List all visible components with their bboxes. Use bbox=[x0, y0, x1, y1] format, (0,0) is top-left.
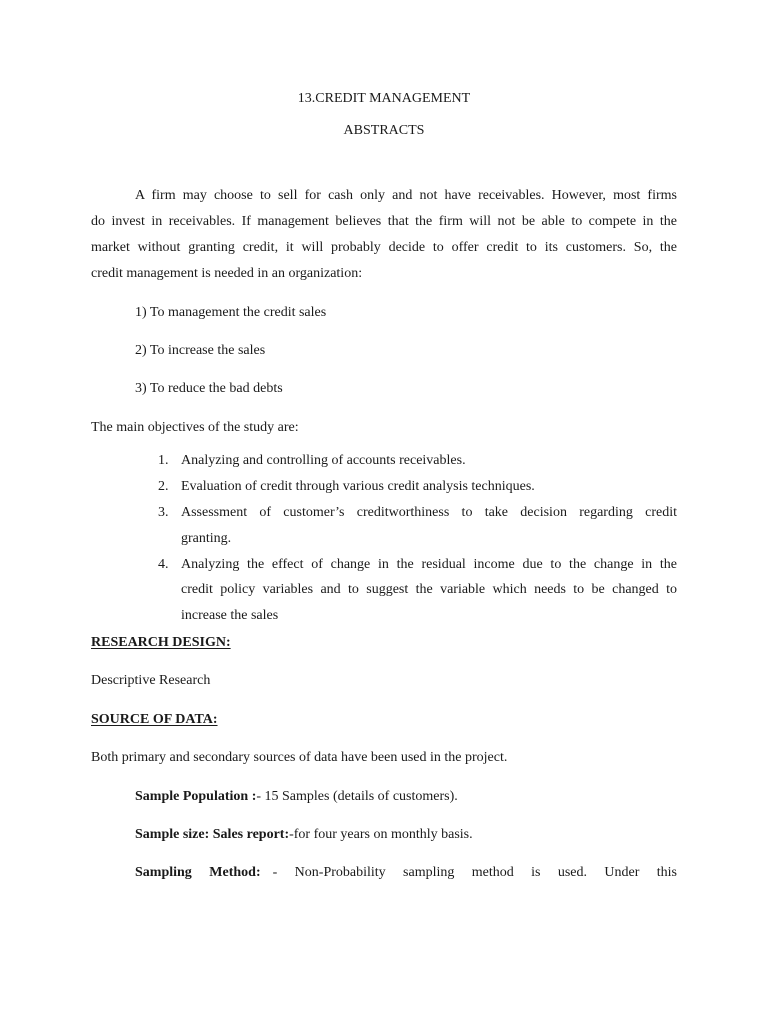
source-of-data-text: Both primary and secondary sources of data have been used in the project. bbox=[91, 750, 508, 765]
objective-number-4: 4. bbox=[158, 557, 169, 572]
objective-item-3-line-2: granting. bbox=[181, 531, 232, 546]
sample-population-label: Sample Population : bbox=[135, 789, 257, 804]
reason-item-3: 3) To reduce the bad debts bbox=[135, 381, 283, 396]
document-title: 13.CREDIT MANAGEMENT bbox=[297, 91, 471, 106]
sample-population-value: - 15 Samples (details of customers). bbox=[256, 789, 458, 804]
sample-size-label: Sample size: Sales report: bbox=[135, 827, 290, 842]
intro-line-2: do invest in receivables. If management believes that the firm will not be able to compete in the bbox=[91, 214, 677, 229]
objective-item-4-line-2: credit policy variables and to suggest the variable which needs to be changed to bbox=[181, 582, 677, 597]
objective-number-2: 2. bbox=[158, 479, 169, 494]
reason-item-2: 2) To increase the sales bbox=[135, 343, 266, 358]
objective-item-4-line-3: increase the sales bbox=[181, 608, 279, 623]
objective-item-3-line-1: Assessment of customer’s creditworthiness to take decision regarding credit bbox=[181, 505, 677, 520]
sampling-method-label: Sampling Method: bbox=[135, 865, 261, 880]
objective-item-4-line-1: Analyzing the effect of change in the residual income due to the change in the bbox=[181, 557, 677, 572]
intro-line-1: A firm may choose to sell for cash only and not have receivables. However, most firms bbox=[135, 188, 677, 203]
sample-population-line bbox=[135, 789, 458, 805]
reason-item-1: 1) To management the credit sales bbox=[135, 305, 327, 320]
sample-size-line bbox=[135, 827, 473, 843]
objectives-intro: The main objectives of the study are: bbox=[91, 420, 299, 435]
objective-number-1: 1. bbox=[158, 453, 169, 468]
research-design-text: Descriptive Research bbox=[91, 673, 211, 688]
sampling-method-line bbox=[135, 865, 677, 881]
source-of-data-heading: SOURCE OF DATA: bbox=[91, 712, 218, 727]
objective-item-1: Analyzing and controlling of accounts receivables. bbox=[181, 453, 466, 468]
document-subtitle: ABSTRACTS bbox=[343, 123, 425, 138]
objective-item-2: Evaluation of credit through various credit analysis techniques. bbox=[181, 479, 535, 494]
sample-size-value: -for four years on monthly basis. bbox=[289, 827, 473, 842]
sampling-method-value: - Non-Probability sampling method is used. Under this bbox=[272, 865, 677, 880]
research-design-heading: RESEARCH DESIGN: bbox=[91, 635, 231, 650]
intro-line-3: market without granting credit, it will probably decide to offer credit to its customers. So, the bbox=[91, 240, 677, 255]
intro-line-4: credit management is needed in an organization: bbox=[91, 266, 363, 281]
objective-number-3: 3. bbox=[158, 505, 169, 520]
